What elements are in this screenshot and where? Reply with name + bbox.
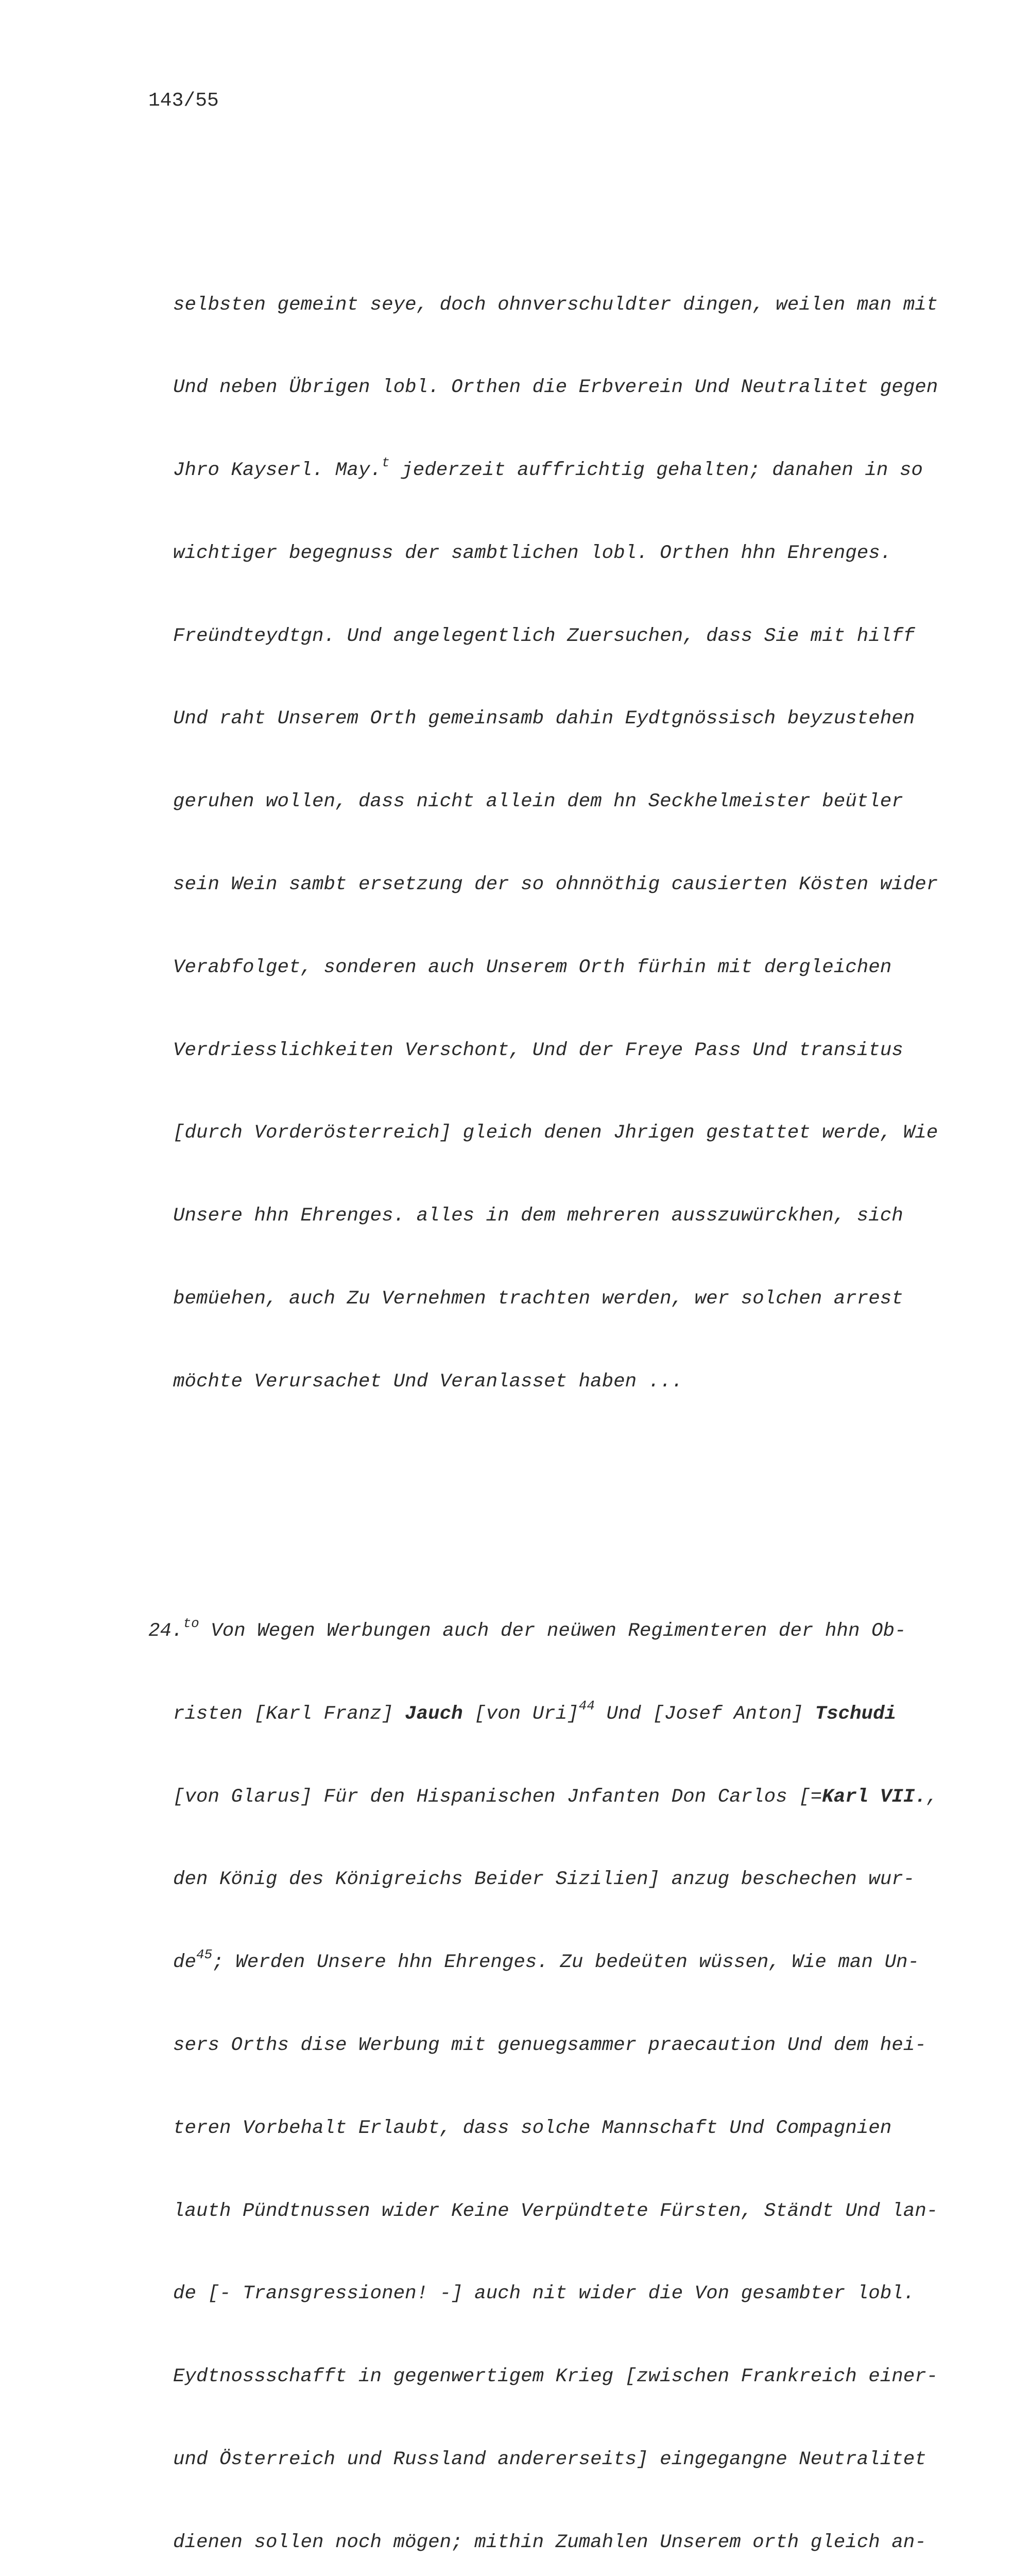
text-line: Freündteydtgn. Und angelegentlich Zuersuchen, dass Sie mit hilff: [173, 625, 915, 647]
text-line: [148, 454, 952, 485]
bold-name: Tschudi: [815, 1703, 896, 1725]
item-number: 24.: [148, 1620, 183, 1642]
text-line: bemüehen, auch Zu Vernehmen trachten werden, wer solchen arrest: [173, 1287, 903, 1310]
text-line: selbsten gemeint seye, doch ohnverschuldter dingen, weilen man mit: [173, 294, 938, 316]
text-line: de [- Transgressionen! -] auch nit wider die Von gesambter lobl.: [173, 2283, 915, 2305]
text-line: sers Orths dise Werbung mit genuegsammer praecaution Und dem hei-: [173, 2034, 926, 2056]
text-line: teren Vorbehalt Erlaubt, dass solche Mannschaft Und Compagnien: [173, 2117, 892, 2139]
text-line: Unsere hhn Ehrenges. alles in dem mehreren ausszuwürckhen, sich: [173, 1205, 903, 1227]
text-run: ; Werden Unsere hhn Ehrenges. Zu bedeüten wüssen, Wie man Un-: [212, 1952, 919, 1974]
text-line: wichtiger begegnuss der sambtlichen lobl. Orthen hhn Ehrenges.: [173, 542, 892, 564]
text-line: [148, 1698, 952, 1728]
text-line: möchte Verursachet Und Veranlasset haben ...: [173, 1370, 683, 1393]
text-line: sein Wein sambt ersetzung der so ohnnöthig causierten Kösten wider: [173, 874, 938, 896]
numbered-item-24: [148, 1563, 952, 2576]
text-line: [durch Vorderösterreich] gleich denen Jhrigen gestattet werde, Wie: [173, 1122, 938, 1144]
text-line: und Österreich und Russland andererseits] eingegangne Neutralitet: [173, 2448, 926, 2470]
text-line: [148, 1946, 952, 1977]
text-line: Und raht Unserem Orth gemeinsamb dahin Eydtgnössisch beyzustehen: [173, 708, 915, 730]
text-run: ,: [926, 1786, 938, 1808]
text-run: risten [Karl Franz]: [173, 1703, 405, 1725]
text-run: de: [173, 1952, 197, 1974]
text-run: Jhro Kayserl. May.: [173, 460, 382, 482]
text-line: lauth Pündtnussen wider Keine Verpündtete Fürsten, Ständt Und lan-: [173, 2200, 938, 2222]
text-run: jederzeit auffrichtig gehalten; danahen in so: [389, 460, 923, 482]
text-line: Verdriesslichkeiten Verschont, Und der Freye Pass Und transitus: [173, 1039, 903, 1061]
document-body: [148, 126, 952, 2576]
text-line: den König des Königreichs Beider Sizilien] anzug beschechen wur-: [173, 1869, 915, 1891]
text-run: [von Glarus] Für den Hispanischen Jnfanten Don Carlos [=: [173, 1786, 822, 1808]
bold-name: Karl VII.: [822, 1786, 926, 1808]
text-line: [148, 1784, 952, 1811]
text-run: Und [Josef Anton]: [594, 1703, 815, 1725]
text-run: [von Uri]: [462, 1703, 579, 1725]
text-line: Und neben Übrigen lobl. Orthen die Erbverein Und Neutralitet gegen: [173, 377, 938, 399]
text-line: [148, 1615, 952, 1646]
text-line: geruhen wollen, dass nicht allein dem hn Seckhelmeister beütler: [173, 791, 903, 813]
superscript: t: [382, 454, 390, 470]
continuation-paragraph: [148, 236, 952, 1451]
page-number: 143/55: [148, 90, 219, 112]
bold-name: Jauch: [405, 1703, 463, 1725]
text-line: dienen sollen noch mögen; mithin Zumahlen Unserem orth gleich an-: [173, 2531, 926, 2553]
text-line: Verabfolget, sonderen auch Unserem Orth fürhin mit dergleichen: [173, 956, 892, 978]
text-run: Von Wegen Werbungen auch der neüwen Regimenteren der hhn Ob-: [199, 1620, 906, 1642]
superscript: to: [183, 1615, 199, 1631]
superscript: 44: [578, 1698, 595, 1714]
superscript: 45: [196, 1946, 213, 1962]
text-line: Eydtnossschafft in gegenwertigem Krieg [zwischen Frankreich einer-: [173, 2366, 938, 2388]
